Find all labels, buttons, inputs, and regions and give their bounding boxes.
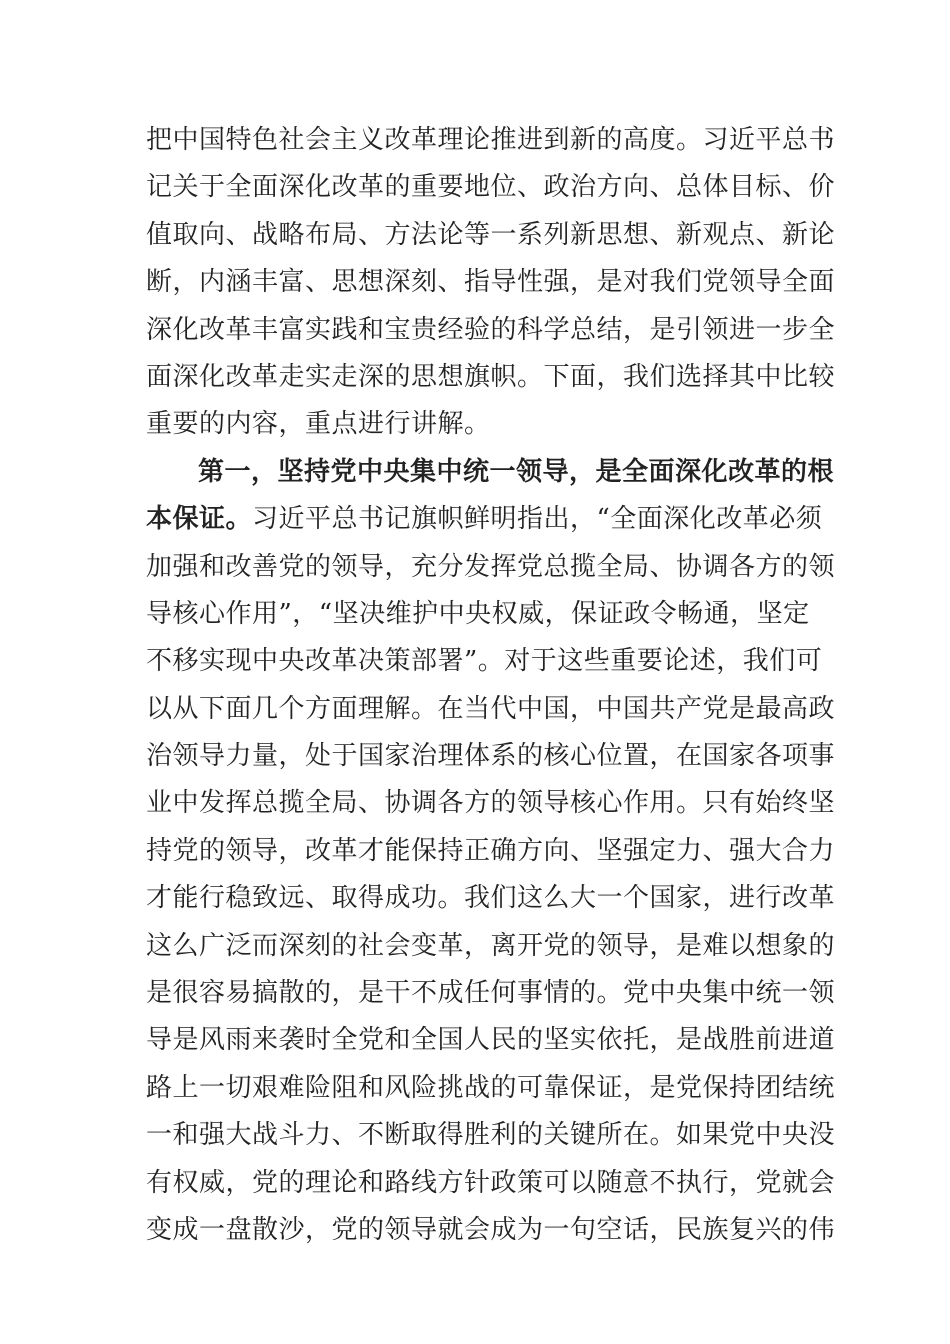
text-line: 值取向、战略布局、方法论等一系列新思想、新观点、新论 (146, 219, 836, 250)
text-line: 这么广泛而深刻的社会变革，离开党的领导，是难以想象的 (146, 930, 836, 961)
text-line: 不移实现中央改革决策部署”。对于这些重要论述，我们可 (146, 646, 823, 677)
text-line: 深化改革丰富实践和宝贵经验的科学总结，是引领进一步全 (146, 314, 836, 345)
text-line: 有权威，党的理论和路线方针政策可以随意不执行，党就会 (146, 1167, 836, 1198)
text-line: 一和强大战斗力、不断取得胜利的关键所在。如果党中央没 (146, 1120, 836, 1151)
text-line: 把中国特色社会主义改革理论推进到新的高度。习近平总书 (146, 125, 836, 155)
paragraph-intro (146, 117, 836, 449)
text-line: 持党的领导，改革才能保持正确方向、坚强定力、强大合力 (146, 835, 836, 866)
text-line: 面深化改革走实走深的思想旗帜。下面，我们选择其中比较 (146, 361, 836, 392)
text-line: 治领导力量，处于国家治理体系的核心位置，在国家各项事 (146, 741, 836, 772)
text-line: 记关于全面深化改革的重要地位、政治方向、总体目标、价 (146, 172, 836, 203)
text-line: 导核心作用”，“坚决维护中央权威，保证政令畅通，坚定 (146, 598, 810, 629)
text-line: 是很容易搞散的，是干不成任何事情的。党中央集中统一领 (146, 978, 836, 1009)
text-line: 以从下面几个方面理解。在当代中国，中国共产党是最高政 (146, 693, 836, 724)
text-line: 路上一切艰难险阻和风险挑战的可靠保证，是党保持团结统 (146, 1072, 836, 1103)
text-line: 变成一盘散沙，党的领导就会成为一句空话，民族复兴的伟 (146, 1214, 836, 1245)
paragraph-first-point (146, 449, 836, 1255)
text-line: 重要的内容，重点进行讲解。 (146, 409, 491, 440)
text-line: 加强和改善党的领导，充分发挥党总揽全局、协调各方的领 (146, 551, 836, 582)
text-line: 才能行稳致远、取得成功。我们这么大一个国家，进行改革 (146, 883, 836, 914)
text-line (146, 496, 823, 543)
text-line: 断，内涵丰富、思想深刻、指导性强，是对我们党领导全面 (146, 267, 836, 298)
section-heading-line: 第一，坚持党中央集中统一领导，是全面深化改革的根 (198, 456, 835, 487)
section-heading-end: 本保证。 (146, 504, 253, 535)
text-line-rest: 习近平总书记旗帜鲜明指出，“全面深化改革必须 (252, 504, 823, 535)
text-line: 导是风雨来袭时全党和全国人民的坚实依托，是战胜前进道 (146, 1025, 836, 1056)
body-text (146, 117, 836, 1254)
text-line: 业中发挥总揽全局、协调各方的领导核心作用。只有始终坚 (146, 788, 836, 819)
